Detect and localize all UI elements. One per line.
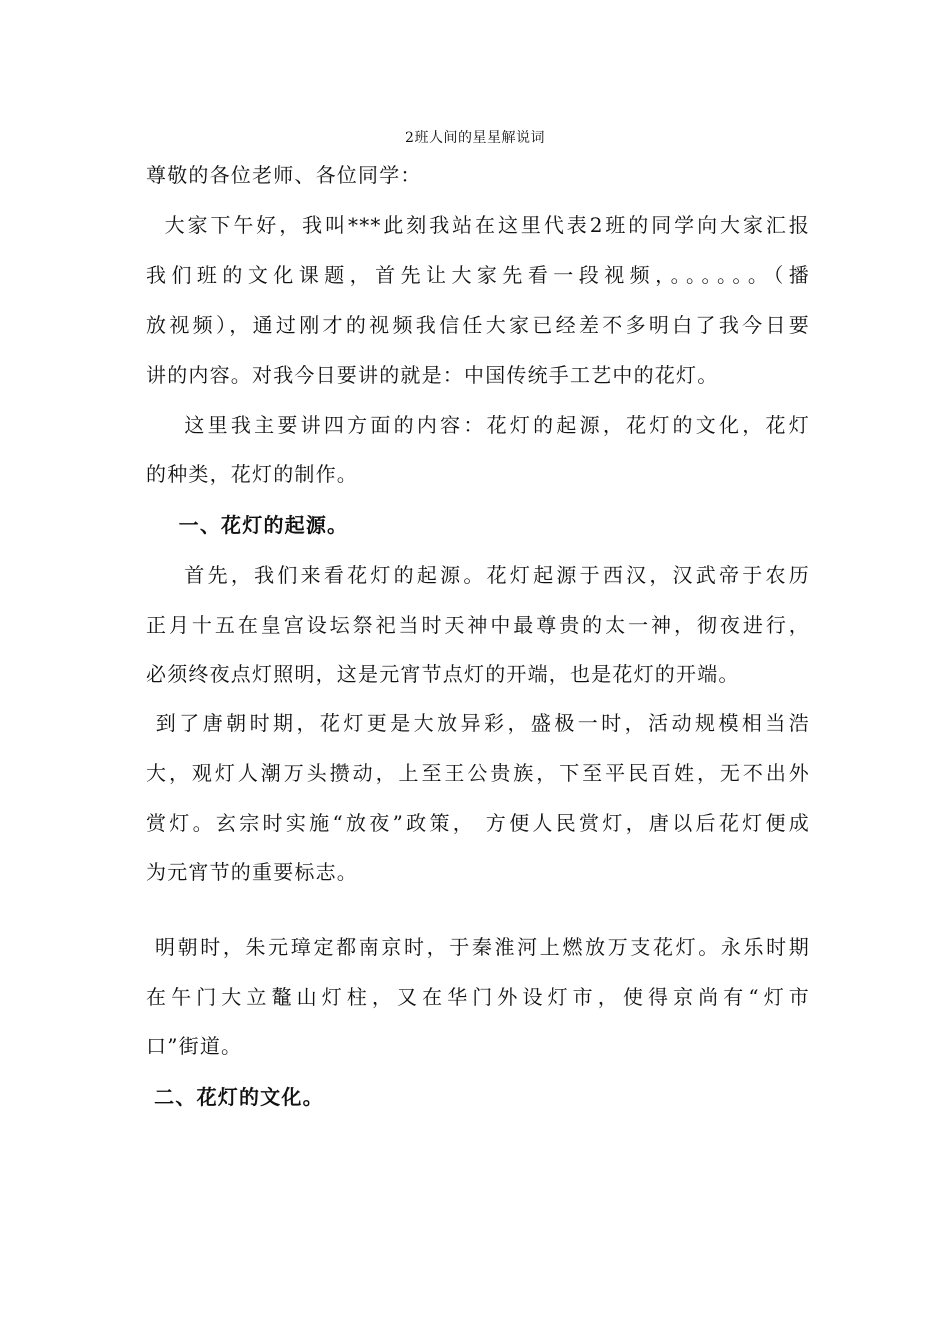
paragraph-line: 首先，我们来看花灯的起源。花灯起源于西汉，汉武帝于农历 — [146, 563, 810, 587]
paragraph-line: 我们班的文化课题，首先让大家先看一段视频，。。。。。。（播 — [146, 263, 810, 287]
paragraph-line: 这里我主要讲四方面的内容：花灯的起源，花灯的文化，花灯 — [146, 413, 810, 437]
paragraph-line: 讲的内容。对我今日要讲的就是：中国传统手工艺中的花灯。 — [146, 363, 719, 387]
salutation-line: 尊敬的各位老师、各位同学： — [146, 163, 422, 187]
paragraph-line: 大，观灯人潮万头攒动，上至王公贵族，下至平民百姓，无不出外 — [146, 761, 810, 785]
paragraph-line: 明朝时，朱元璋定都南京时，于秦淮河上燃放万支花灯。永乐时期 — [146, 935, 810, 959]
paragraph-line: 的种类，花灯的制作。 — [146, 462, 358, 486]
document-title: 2班人间的星星解说词 — [405, 130, 545, 146]
paragraph-line: 在午门大立鼇山灯柱，又在华门外设灯市，使得京尚有“灯市 — [146, 985, 810, 1009]
paragraph-line: 到了唐朝时期，花灯更是大放异彩，盛极一时，活动规模相当浩 — [146, 711, 810, 735]
paragraph-line: 必须终夜点灯照明，这是元宵节点灯的开端，也是花灯的开端。 — [146, 662, 740, 686]
section-heading: 二、花灯的文化。 — [146, 1085, 324, 1109]
paragraph-line: 放视频），通过刚才的视频我信任大家已经差不多明白了我今日要 — [146, 313, 810, 337]
paragraph-line: 赏灯。玄宗时实施“放夜”政策， 方便人民赏灯，唐以后花灯便成 — [146, 811, 810, 835]
section-heading: 一、花灯的起源。 — [146, 513, 349, 537]
paragraph-line: 为元宵节的重要标志。 — [146, 860, 358, 884]
paragraph-line: 正月十五在皇宫设坛祭祀当时天神中最尊贵的太一神，彻夜进行， — [146, 613, 810, 637]
paragraph-line: 口”街道。 — [146, 1034, 243, 1058]
paragraph-line: 大家下午好，我叫***此刻我站在这里代表2班的同学向大家汇报 — [146, 213, 810, 237]
